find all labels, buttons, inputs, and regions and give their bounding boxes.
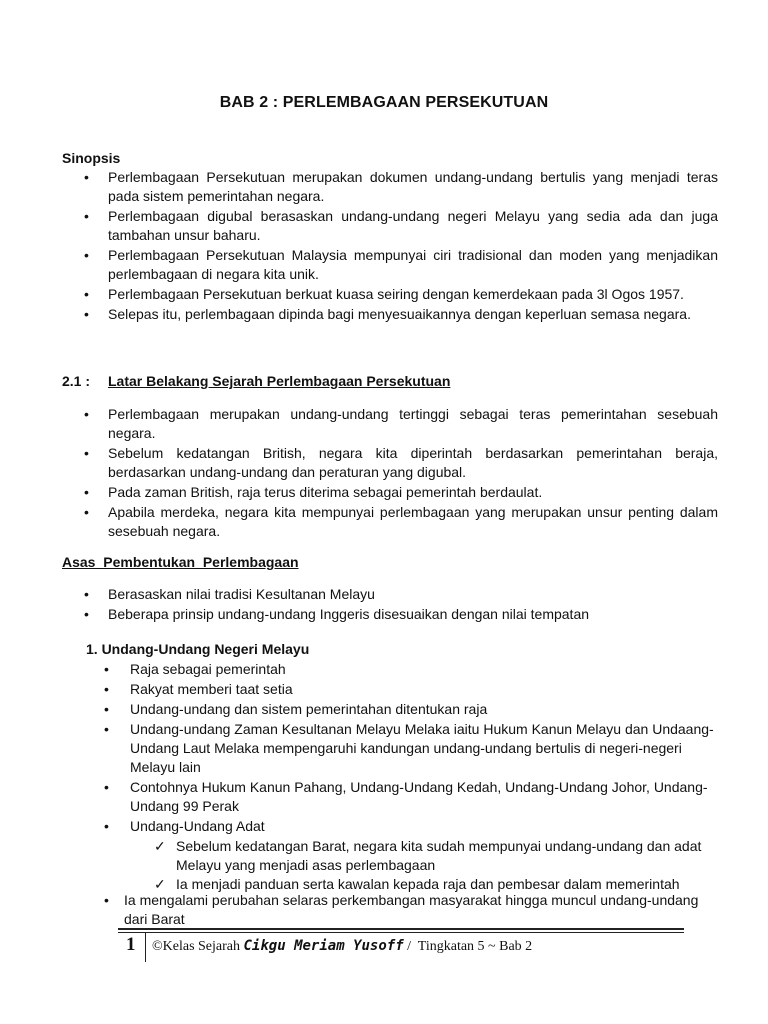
list-item: • Selepas itu, perlembagaan dipinda bagi menyesuaikannya dengan keperluan semasa negara.	[62, 305, 718, 324]
list-item: • Beberapa prinsip undang-undang Inggeris disesuaikan dengan nilai tempatan	[62, 605, 718, 624]
footer-separator	[145, 932, 146, 962]
undang-melayu-content	[86, 660, 716, 894]
section-title: Latar Belakang Sejarah Perlembagaan Persekutuan	[108, 373, 451, 389]
page-title: BAB 2 : PERLEMBAGAAN PERSEKUTUAN	[219, 94, 549, 111]
footer-text	[152, 938, 532, 955]
section-2-1-list	[62, 405, 718, 541]
last-list	[100, 891, 720, 929]
footer-teacher: Cikgu Meriam Yusoff	[243, 938, 404, 954]
list-item: • Perlembagaan digubal berasaskan undang-undang negeri Melayu yang sedia ada dan juga tambahan unsur baharu.	[62, 207, 718, 245]
sinopsis-heading: Sinopsis	[62, 150, 121, 166]
list-item: • Undang-Undang Adat	[86, 817, 716, 836]
list-item: • Pada zaman British, raja terus diterima sebagai pemerintah berdaulat.	[62, 483, 718, 502]
list-item: • Undang-undang dan sistem pemerintahan ditentukan raja	[86, 700, 716, 719]
list-item: • Raja sebagai pemerintah	[86, 660, 716, 679]
list-item: • Perlembagaan Persekutuan merupakan dokumen undang-undang bertulis yang menjadi teras pada sistem pemerintahan negara.	[62, 168, 718, 206]
page-number: 1	[126, 934, 136, 955]
undang-melayu-heading: 1. Undang-Undang Negeri Melayu	[86, 641, 310, 657]
list-item	[86, 837, 716, 875]
list-item: • Rakyat memberi taat setia	[86, 680, 716, 699]
list-item: • Undang-undang Zaman Kesultanan Melayu Melaka iaitu Hukum Kanun Melayu dan Undaang-Undang Laut Melaka mempengaruhi kandungan undang-undang bertulis di negeri-negeri Melayu lain	[86, 720, 716, 777]
list-item: • Berasaskan nilai tradisi Kesultanan Melayu	[62, 585, 718, 604]
sinopsis-section	[62, 150, 718, 325]
footer-divider	[118, 932, 684, 933]
list-item: • Perlembagaan Persekutuan Malaysia mempunyai ciri tradisional dan moden yang menjadikan perlembagaan di negara kita unik.	[62, 246, 718, 284]
sinopsis-list	[62, 168, 718, 324]
list-item-text: Sebelum kedatangan Barat, negara kita sudah mempunyai undang-undang dan adat Melayu yang menjadi asas perlembagaan	[176, 838, 702, 873]
footer-suffix: / Tingkatan 5 ~ Bab 2	[403, 939, 533, 954]
section-2-1-heading	[62, 373, 450, 389]
asas-title: Asas Pembentukan Perlembagaan	[62, 554, 299, 570]
asas-heading	[62, 554, 299, 570]
list-item: • Contohnya Hukum Kanun Pahang, Undang-Undang Kedah, Undang-Undang Johor, Undang-Undang 99 Perak	[86, 778, 716, 816]
check-icon: ✓	[154, 876, 166, 892]
footer-divider	[118, 928, 684, 930]
check-icon: ✓	[154, 838, 166, 854]
section-2-1-content	[62, 405, 718, 542]
list-item: • Apabila merdeka, negara kita mempunyai perlembagaan yang merupakan unsur penting dalam sesebuah negara.	[62, 503, 718, 541]
list-item-text: Ia menjadi panduan serta kawalan kepada raja dan pembesar dalam memerintah	[176, 876, 680, 892]
section-number: 2.1 :	[62, 373, 91, 389]
list-item: • Sebelum kedatangan British, negara kita diperintah berdasarkan pemerintahan beraja, berdasarkan undang-undang dan peraturan yang digubal.	[62, 444, 718, 482]
asas-list	[62, 585, 718, 624]
footer-prefix: ©Kelas Sejarah	[152, 939, 244, 954]
undang-melayu-last	[100, 891, 720, 930]
undang-melayu-list	[86, 660, 716, 836]
adat-list	[86, 837, 716, 894]
asas-content	[62, 585, 718, 625]
list-item: • Perlembagaan merupakan undang-undang tertinggi sebagai teras pemerintahan sesebuah negara.	[62, 405, 718, 443]
list-item: • Perlembagaan Persekutuan berkuat kuasa seiring dengan kemerdekaan pada 3l Ogos 1957.	[62, 285, 718, 304]
list-item: • Ia mengalami perubahan selaras perkembangan masyarakat hingga muncul undang-undang dari Barat	[100, 891, 720, 929]
